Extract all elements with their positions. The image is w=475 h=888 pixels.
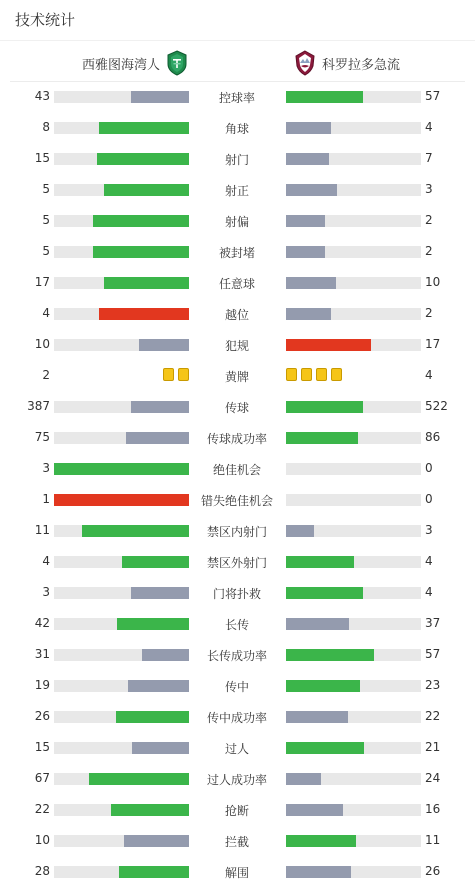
home-value: 10 [34,337,50,351]
stat-row [0,639,475,670]
stat-label: 越位 [224,308,249,322]
stat-row [0,360,475,391]
away-value: 522 [425,399,448,413]
away-bar-track [286,835,421,847]
away-value: 0 [425,492,433,506]
stat-label: 过人 [224,742,249,756]
away-bar-track [286,246,421,258]
away-bar-fill [286,835,356,847]
stat-label: 门将扑救 [212,587,261,601]
home-value: 1 [42,492,50,506]
home-bar-fill [93,215,189,227]
header-divider [0,40,475,41]
away-value: 4 [425,554,433,568]
yellow-card-icon [163,368,174,381]
home-bar-track [54,494,189,506]
home-bar-fill [132,742,189,754]
stat-row [0,329,475,360]
away-bar-fill [286,618,349,630]
home-team-logo-icon [166,50,188,76]
stat-row [0,422,475,453]
away-bar-fill [286,91,363,103]
home-team[interactable] [82,50,188,76]
away-bar-track [286,215,421,227]
home-bar-track [54,308,189,320]
away-bar-track [286,401,421,413]
home-value: 17 [34,275,50,289]
away-team[interactable] [294,50,400,76]
teams-header [0,46,475,80]
home-bar-track [54,91,189,103]
stat-row [0,174,475,205]
home-value: 3 [42,461,50,475]
home-bar-track [54,556,189,568]
stat-label: 绝佳机会 [212,463,261,477]
away-bar-fill [286,122,331,134]
home-bar-fill [142,649,189,661]
home-value: 10 [34,833,50,847]
away-value: 0 [425,461,433,475]
away-bar-track [286,618,421,630]
stat-row [0,670,475,701]
home-bar-fill [117,618,189,630]
away-bar-track [286,91,421,103]
away-bar-track [286,866,421,878]
away-bar-track [286,742,421,754]
away-bar-fill [286,215,325,227]
stat-row [0,143,475,174]
away-bar-fill [286,401,363,413]
home-value: 75 [34,430,50,444]
away-bar-fill [286,525,314,537]
home-value: 5 [42,244,50,258]
stat-row [0,577,475,608]
home-bar-track [54,153,189,165]
home-value: 2 [42,368,50,382]
yellow-card-icon [316,368,327,381]
home-value: 22 [34,802,50,816]
home-bar-fill [126,432,189,444]
home-bar-fill [131,401,189,413]
home-value: 3 [42,585,50,599]
away-bar-track [286,432,421,444]
stat-row [0,453,475,484]
home-bar-track [54,618,189,630]
stat-label: 抢断 [224,804,249,818]
away-bar-fill [286,742,364,754]
stat-label: 长传 [224,618,249,632]
stat-label: 任意球 [218,277,255,291]
stat-row [0,515,475,546]
home-bar-track [54,215,189,227]
away-bar-track [286,122,421,134]
away-bar-track [286,339,421,351]
stat-label: 传球 [224,401,249,415]
away-bar-track [286,494,421,506]
home-value: 5 [42,213,50,227]
home-bar-track [54,463,189,475]
home-value: 43 [34,89,50,103]
yellow-card-icon [331,368,342,381]
away-bar-fill [286,308,331,320]
home-bar-fill [99,122,189,134]
stat-label: 射门 [224,153,249,167]
away-bar-track [286,649,421,661]
home-value: 26 [34,709,50,723]
home-bar-fill [54,463,189,475]
away-bar-track [286,773,421,785]
home-bar-track [54,339,189,351]
home-bar-track [54,432,189,444]
home-bar-fill [128,680,189,692]
away-bar-fill [286,587,363,599]
away-bar-fill [286,773,321,785]
home-bar-track [54,649,189,661]
home-bar-fill [104,277,189,289]
stat-row [0,298,475,329]
away-value: 10 [425,275,441,289]
away-bar-fill [286,246,325,258]
home-bar-track [54,401,189,413]
home-bar-fill [97,153,189,165]
away-bar-track [286,711,421,723]
stat-row [0,763,475,794]
stat-label: 解围 [224,866,249,880]
stat-row [0,608,475,639]
home-bar-fill [131,91,189,103]
home-bar-fill [119,866,189,878]
stat-label: 长传成功率 [206,649,267,663]
away-value: 4 [425,585,433,599]
away-value: 57 [425,647,441,661]
away-bar-fill [286,711,348,723]
away-bar-fill [286,804,343,816]
away-bar-fill [286,339,371,351]
home-value: 5 [42,182,50,196]
away-value: 3 [425,523,433,537]
home-value: 19 [34,678,50,692]
away-value: 57 [425,89,441,103]
home-bar-fill [82,525,189,537]
home-value: 15 [34,740,50,754]
away-bar-fill [286,184,337,196]
home-value: 4 [42,306,50,320]
away-bar-fill [286,866,351,878]
home-value: 8 [42,120,50,134]
home-yellow-cards [163,368,189,381]
away-value: 21 [425,740,441,754]
stat-row [0,236,475,267]
stat-label: 传中 [224,680,249,694]
home-bar-track [54,742,189,754]
home-bar-track [54,122,189,134]
stat-row [0,484,475,515]
away-value: 2 [425,306,433,320]
stat-label: 射正 [224,184,249,198]
home-bar-track [54,773,189,785]
away-bar-track [286,308,421,320]
stat-label: 拦截 [224,835,249,849]
away-value: 4 [425,368,433,382]
away-bar-fill [286,432,358,444]
home-bar-track [54,835,189,847]
home-value: 67 [34,771,50,785]
away-bar-track [286,277,421,289]
away-team-name: 科罗拉多急流 [322,57,401,73]
home-bar-track [54,246,189,258]
stat-row [0,856,475,887]
stat-label: 射偏 [224,215,249,229]
away-value: 4 [425,120,433,134]
stat-label: 被封堵 [218,246,255,260]
away-value: 22 [425,709,441,723]
home-bar-track [54,184,189,196]
home-bar-fill [54,494,189,506]
home-value: 15 [34,151,50,165]
away-value: 86 [425,430,441,444]
stat-label: 传球成功率 [206,432,267,446]
home-bar-track [54,277,189,289]
away-bar-track [286,804,421,816]
home-bar-fill [116,711,189,723]
page-title: 技术统计 [15,11,76,29]
home-team-name: 西雅图海湾人 [81,57,160,73]
yellow-card-icon [178,368,189,381]
stat-label: 犯规 [224,339,249,353]
home-bar-fill [93,246,189,258]
stat-row [0,112,475,143]
yellow-card-icon [301,368,312,381]
away-bar-fill [286,153,329,165]
away-bar-track [286,587,421,599]
stat-row [0,81,475,112]
home-value: 28 [34,864,50,878]
away-bar-fill [286,277,336,289]
away-bar-track [286,153,421,165]
home-bar-fill [122,556,190,568]
home-bar-fill [89,773,189,785]
home-bar-fill [99,308,189,320]
home-bar-track [54,804,189,816]
home-bar-fill [111,804,189,816]
home-bar-fill [131,587,189,599]
stat-label: 禁区内射门 [206,525,267,539]
home-bar-track [54,587,189,599]
stat-label: 错失绝佳机会 [200,494,273,508]
away-value: 16 [425,802,441,816]
away-value: 26 [425,864,441,878]
away-bar-fill [286,649,374,661]
stat-row [0,391,475,422]
stat-label: 过人成功率 [206,773,267,787]
away-bar-track [286,184,421,196]
home-bar-track [54,866,189,878]
away-value: 7 [425,151,433,165]
stat-label: 黄牌 [224,370,249,384]
away-bar-fill [286,680,360,692]
home-value: 42 [34,616,50,630]
stat-row [0,205,475,236]
away-bar-track [286,556,421,568]
home-value: 31 [34,647,50,661]
stat-row [0,732,475,763]
away-value: 11 [425,833,441,847]
away-bar-track [286,463,421,475]
stat-row [0,546,475,577]
stat-label: 角球 [224,122,249,136]
home-bar-fill [104,184,189,196]
home-bar-track [54,525,189,537]
stat-label: 传中成功率 [206,711,267,725]
stat-label: 控球率 [218,91,255,105]
away-bar-track [286,525,421,537]
stat-row [0,267,475,298]
away-value: 3 [425,182,433,196]
stat-row [0,825,475,856]
home-value: 11 [34,523,50,537]
home-bar-fill [139,339,189,351]
away-bar-fill [286,556,354,568]
stat-row [0,794,475,825]
home-bar-track [54,711,189,723]
stats-list [0,81,475,887]
away-value: 17 [425,337,441,351]
stat-label: 禁区外射门 [206,556,267,570]
stat-row [0,701,475,732]
away-team-logo-icon [294,50,316,76]
home-value: 387 [27,399,50,413]
away-value: 2 [425,244,433,258]
away-yellow-cards [286,368,342,381]
yellow-card-icon [286,368,297,381]
away-value: 24 [425,771,441,785]
away-value: 37 [425,616,441,630]
away-value: 23 [425,678,441,692]
away-value: 2 [425,213,433,227]
home-bar-fill [124,835,189,847]
away-bar-track [286,680,421,692]
home-value: 4 [42,554,50,568]
home-bar-track [54,680,189,692]
